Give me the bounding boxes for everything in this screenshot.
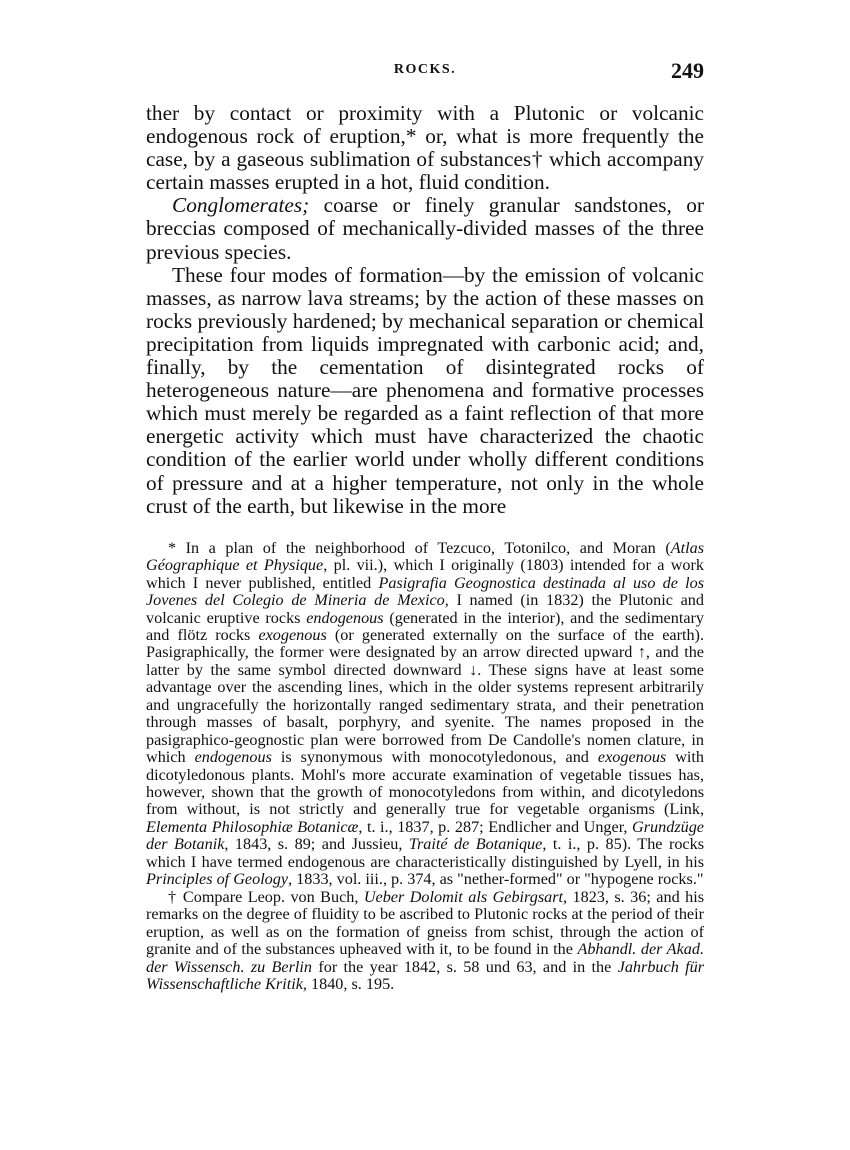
footnote-dagger bbox=[146, 889, 704, 994]
fn2-text-a: † Compare Leop. von Buch, bbox=[168, 887, 364, 906]
fn2-abhandl-title: Abhandl. der Akad. der Wissensch. zu Berlin bbox=[146, 940, 704, 976]
fn1-text-j: , t. i., p. 85). The rocks which I have termed endogenous are characteristically distinguished by Lyell, in his bbox=[146, 835, 705, 871]
fn2-text-b: , 1823, s. 36; and his remarks on the degree of fluidity to be ascribed to Plutonic rocks at the period of their eruption, as well as on the formation of gneiss from schist, through the action of granite and of the substances upheaved with it, to be found in the bbox=[146, 887, 705, 959]
paragraph-modes-of-formation: These four modes of formation—by the emission of volcanic masses, as narrow lava streams; by the action of these masses on rocks previously hardened; by mechanical separation or chemical precipitation from liquids impregnated with carbonic acid; and, finally, by the cementation of disintegrated rocks of heterogeneous nature—are phenomena and formative processes which must merely be regarded as a faint reflection of that more energetic activity which must have characterized the chaotic condition of the earlier world under wholly different conditions of pressure and at a higher temperature, not only in the whole crust of the earth, but likewise in the more bbox=[146, 262, 704, 518]
fn1-atlas-title: Atlas Géographique et Physique bbox=[146, 538, 704, 575]
fn1-text-h: , t. i., 1837, p. 287; Endlicher and Unger, bbox=[358, 817, 633, 836]
fn1-traite-title: Traité de Botanique bbox=[408, 835, 543, 854]
conglomerates-text: coarse or finely granular sandstones, or breccias composed of mechanically-divided masses of the three previous species. bbox=[146, 193, 704, 264]
fn1-pasigrafia-title: Pasigrafia Geognostica destinada al uso de los Jovenes del Colegio de Mineria de Mexico, bbox=[146, 573, 704, 610]
fn1-text-g: with dicotyledonous plants. Mohl's more accurate examination of vegetable tissues has, however, shown that the growth of monocotyledons from within, and dicotyledons from without, is not strictly and generally true for vegetable organisms (Link, bbox=[146, 748, 704, 819]
fn2-jahrbuch-title: Jahrbuch für Wissenschaftliche Kritik bbox=[146, 957, 705, 994]
paragraph-conglomerates bbox=[146, 194, 704, 263]
fn1-text-f: is synonymous with monocotyledonous, and bbox=[271, 748, 598, 767]
footnotes bbox=[146, 540, 704, 994]
fn2-text-d: , 1840, s. 195. bbox=[302, 975, 395, 994]
fn1-grundzuge-title: Grundzüge der Botanik bbox=[146, 817, 704, 854]
page-header bbox=[146, 58, 704, 88]
fn1-endogenous-term-2: endogenous bbox=[194, 748, 272, 767]
running-head: ROCKS. bbox=[393, 62, 457, 77]
conglomerates-term: Conglomerates; bbox=[172, 193, 310, 218]
fn2-dolomit-title: Ueber Dolomit als Gebirgsart bbox=[363, 887, 564, 906]
fn1-text-a: * In a plan of the neighborhood of Tezcuco, Totonilco, and Moran ( bbox=[168, 538, 671, 557]
fn1-exogenous-term-2: exogenous bbox=[597, 748, 667, 767]
fn1-text-c: I named (in 1832) the Plutonic and volcanic eruptive rocks bbox=[146, 591, 704, 627]
footnote-asterisk bbox=[146, 540, 704, 889]
footnote-separator bbox=[146, 518, 704, 540]
fn1-text-i: , 1843, s. 89; and Jussieu, bbox=[224, 835, 409, 854]
book-page bbox=[146, 58, 704, 993]
fn1-text-e: (or generated externally on the surface of the earth). Pasigraphically, the former were designated by an arrow directed upward ↑, and the latter by the same symbol directed downward ↓. These signs have at least some advantage over the ascending lines, which in the older systems represent arbitrarily and ungracefully the horizontally ranged sedimentary strata, and their penetration through masses of basalt, porphyry, and syenite. The names proposed in the pasigraphico-geognostic plan were borrowed from De Candolle's nomen clature, in which bbox=[146, 625, 704, 767]
paragraph-continuation: ther by contact or proximity with a Plutonic or volcanic endogenous rock of eruption,* or, what is more frequently the case, by a gaseous sublimation of substances† which accompany certain masses erupted in a hot, fluid condition. bbox=[146, 101, 704, 195]
fn1-text-k: , 1833, vol. iii., p. 374, as "nether-formed" or "hypogene rocks." bbox=[288, 870, 704, 889]
fn2-text-c: for the year 1842, s. 58 und 63, and in the bbox=[312, 957, 618, 976]
fn1-principles-title: Principles of Geology bbox=[146, 870, 289, 889]
fn1-text-d: (generated in the interior), and the sedimentary and flötz rocks bbox=[146, 608, 704, 644]
fn1-exogenous-term: exogenous bbox=[258, 625, 327, 644]
fn1-elementa-title: Elementa Philosophiæ Botanicæ bbox=[146, 817, 359, 836]
page-number: 249 bbox=[671, 58, 704, 83]
main-text bbox=[146, 102, 704, 518]
fn1-text-b: , pl. vii.), which I originally (1803) intended for a work which I never published, entitled bbox=[146, 556, 705, 592]
fn1-endogenous-term: endogenous bbox=[306, 608, 384, 627]
